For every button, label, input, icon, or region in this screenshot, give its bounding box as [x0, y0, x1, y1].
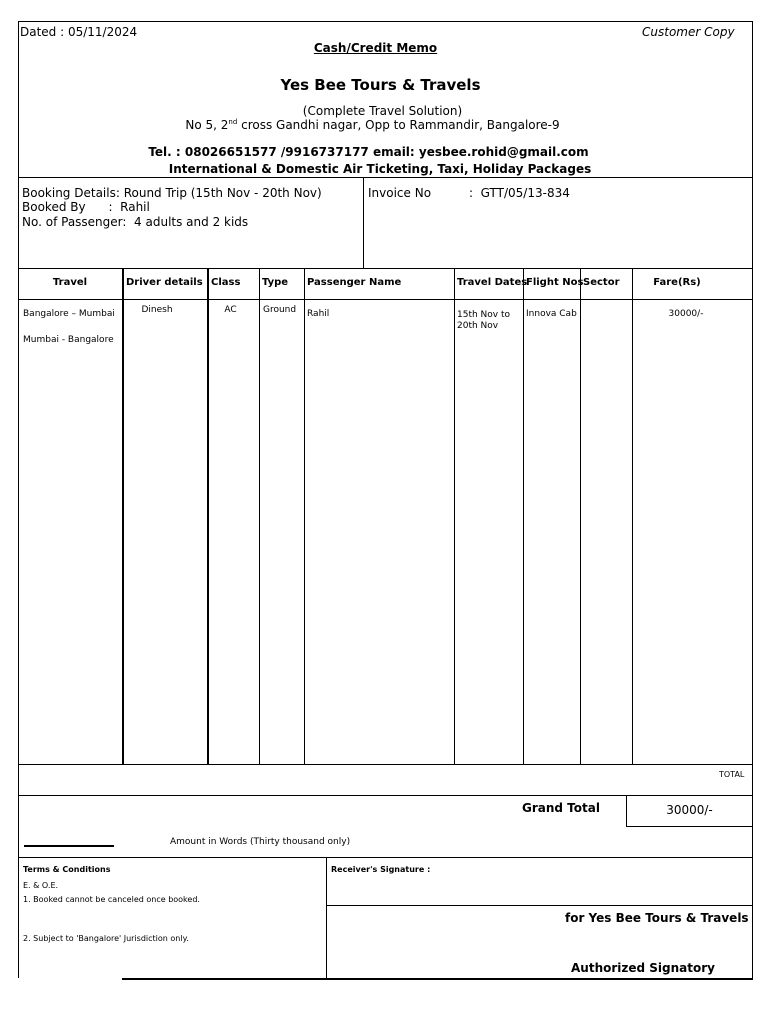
terms-title: Terms & Conditions	[23, 865, 111, 874]
col-sep	[122, 268, 124, 764]
footer-divider	[326, 857, 327, 978]
signature-short-line	[24, 845, 114, 847]
grand-total-value: 30000/-	[666, 803, 713, 817]
table-top-rule	[18, 268, 753, 269]
booked-by: Booked By : Rahil	[22, 200, 150, 214]
cell-type: Ground	[263, 305, 297, 315]
grand-total-label: Grand Total	[522, 801, 600, 815]
cell-dates-start: 15th Nov to	[457, 310, 511, 320]
col-sep	[304, 268, 305, 764]
tagline: (Complete Travel Solution)	[302, 104, 463, 118]
cell-fare: 30000/-	[668, 309, 704, 319]
address-end: cross Gandhi nagar, Opp to Rammandir, Bangalore-9	[237, 118, 560, 132]
dated-text: Dated : 05/11/2024	[20, 25, 138, 39]
invoice-label: Invoice No	[368, 186, 432, 200]
col-header-fare: Fare(Rs)	[653, 277, 701, 288]
bottom-rule	[122, 978, 753, 980]
col-sep	[632, 268, 633, 764]
col-sep	[580, 268, 581, 764]
col-sep	[454, 268, 455, 764]
col-sep	[523, 268, 524, 764]
term-1: 1. Booked cannot be canceled once booked.	[23, 895, 200, 904]
border-top	[18, 21, 753, 22]
col-sep	[207, 268, 209, 764]
cell-travel-return: Mumbai - Bangalore	[23, 335, 114, 345]
col-header-passenger: Passenger Name	[307, 277, 402, 288]
company-name: Yes Bee Tours & Travels	[280, 76, 481, 94]
col-header-driver: Driver details	[126, 277, 203, 288]
cell-dates-end: 20th Nov	[457, 321, 499, 331]
customer-copy-label: Customer Copy	[642, 25, 735, 39]
words-rule	[18, 857, 753, 858]
total-label: TOTAL	[719, 770, 745, 779]
cell-travel-outbound: Bangalore – Mumbai	[23, 309, 115, 319]
col-header-sector: Sector	[583, 277, 620, 288]
receiver-rule	[326, 905, 753, 906]
booking-details: Booking Details: Round Trip (15th Nov - 20th Nov)	[22, 186, 322, 200]
col-header-dates: Travel Dates	[457, 277, 528, 288]
col-header-travel: Travel	[52, 277, 88, 288]
cell-driver: Dinesh	[141, 305, 173, 315]
invoice-number: : GTT/05/13-834	[469, 186, 570, 200]
contact-line: Tel. : 08026651577 /9916737177 email: yesbee.rohid@gmail.com	[148, 145, 589, 159]
booking-divider	[363, 177, 364, 268]
col-header-class: Class	[211, 277, 241, 288]
header-divider	[18, 177, 753, 178]
cell-class: AC	[224, 305, 237, 315]
col-header-type: Type	[262, 277, 289, 288]
col-sep	[259, 268, 260, 764]
table-header-rule	[18, 299, 753, 300]
term-2: 2. Subject to 'Bangalore' Jurisdiction only.	[23, 934, 189, 943]
address-start: No 5, 2	[185, 118, 229, 132]
receiver-signature-label: Receiver's Signature :	[331, 865, 431, 874]
amount-in-words: Amount in Words (Thirty thousand only)	[170, 837, 351, 847]
for-company: for Yes Bee Tours & Travels	[565, 911, 749, 925]
table-bottom-rule	[18, 764, 753, 765]
services-line: International & Domestic Air Ticketing, Taxi, Holiday Packages	[168, 162, 592, 176]
address	[0, 118, 745, 132]
address-superscript: nd	[228, 118, 238, 126]
memo-title: Cash/Credit Memo	[313, 41, 438, 55]
cell-passenger: Rahil	[307, 309, 330, 319]
term-eoe: E. & O.E.	[23, 881, 59, 890]
total-rule	[18, 795, 753, 796]
grand-total-box-bottom	[626, 826, 753, 827]
cell-flight: Innova Cab	[526, 309, 577, 319]
authorized-signatory: Authorized Signatory	[571, 961, 715, 975]
passenger-count: No. of Passenger: 4 adults and 2 kids	[22, 215, 249, 229]
col-header-flight: Flight Nos	[526, 277, 584, 288]
